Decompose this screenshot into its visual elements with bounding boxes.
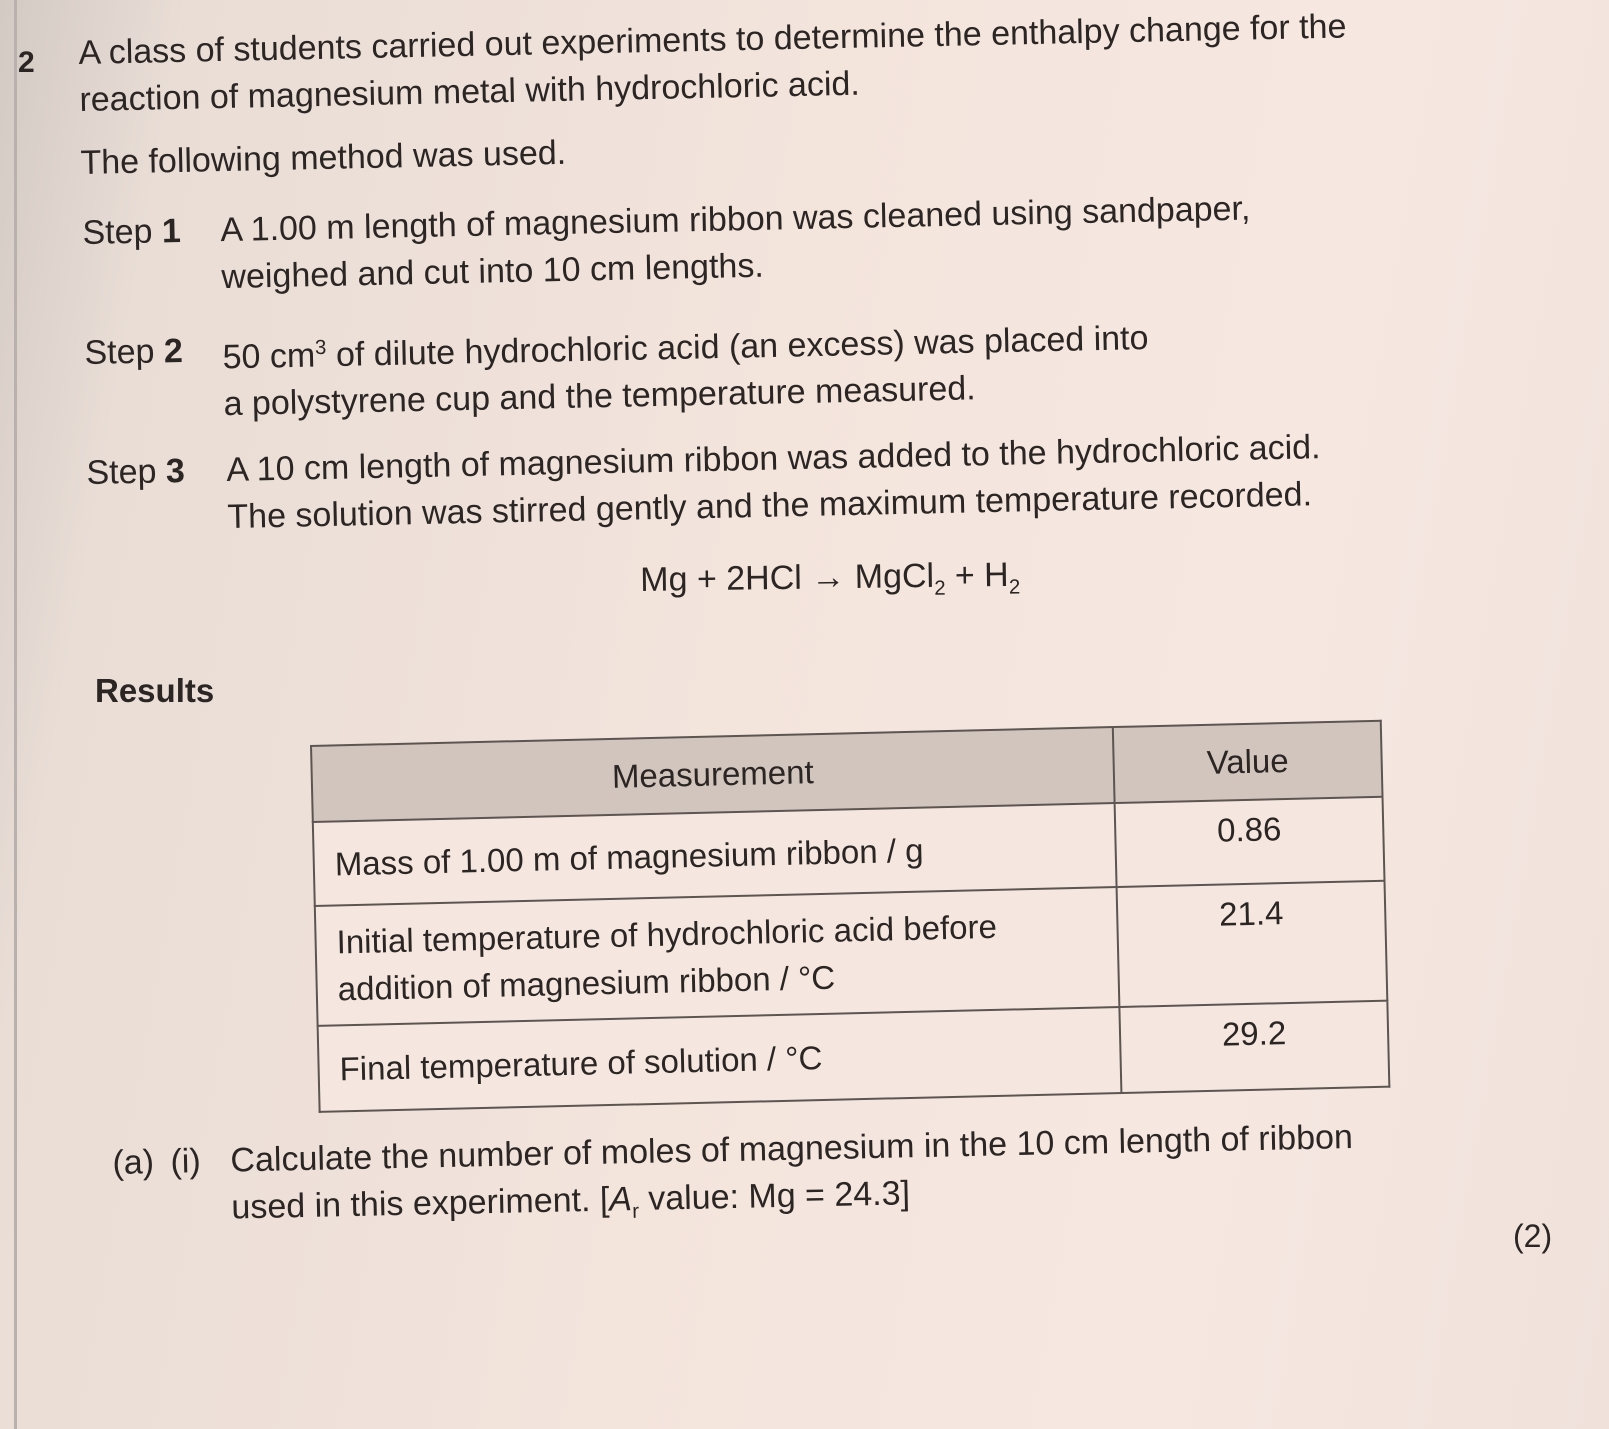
step-3-line-1: A 10 cm length of magnesium ribbon was added to the hydrochloric acid. — [226, 428, 1321, 490]
step-1-label — [82, 207, 223, 257]
step-2-label-word: Step — [84, 332, 155, 372]
equation-product-mgcl: MgCl — [854, 556, 935, 597]
equation-product-h: + H — [945, 555, 1009, 595]
step-1-line-1: A 1.00 m length of magnesium ribbon was cleaned using sandpaper, — [220, 189, 1251, 250]
step-1-label-number: 1 — [161, 211, 182, 251]
chemical-equation — [640, 555, 1021, 613]
part-a-line-2-start: used in this experiment. [ — [231, 1180, 610, 1227]
equation-reactants: Mg + 2HCl — [640, 558, 803, 599]
value-cell: 0.86 — [1115, 797, 1385, 887]
part-a-line-1: Calculate the number of moles of magnesium in the 10 cm length of ribbon — [230, 1118, 1354, 1180]
measurement-text: Final temperature of solution / °C — [339, 1038, 823, 1087]
step-1-text — [220, 186, 1252, 302]
equation-product-mgcl-subscript: 2 — [934, 577, 946, 600]
step-2-label-number: 2 — [163, 331, 184, 371]
step-3-line-2: The solution was stirred gently and the maximum temperature recorded. — [227, 475, 1313, 537]
relative-atomic-mass-subscript: r — [632, 1200, 640, 1223]
step-3-label-word: Step — [86, 452, 157, 492]
sub-part-label: (i) — [170, 1142, 202, 1181]
part-a-text — [230, 1114, 1355, 1244]
step-2-line-2: a polystyrene cup and the temperature measured. — [223, 369, 977, 424]
column-header-measurement: Measurement — [311, 727, 1115, 822]
step-1-label-word: Step — [82, 212, 153, 252]
step-3-label-number: 3 — [165, 451, 186, 491]
intro-line-1: A class of students carried out experiments to determine the enthalpy change for the — [78, 7, 1347, 72]
relative-atomic-mass-symbol: A — [608, 1180, 633, 1219]
method-intro: The following method was used. — [80, 133, 567, 182]
value-cell: 21.4 — [1117, 881, 1388, 1007]
step-2-line-1-rest: of dilute hydrochloric acid (an excess) was placed into — [326, 319, 1149, 375]
page-margin-line — [14, 0, 17, 1429]
step-2-label — [84, 327, 225, 377]
measurement-cell — [318, 1007, 1122, 1112]
value-cell: 29.2 — [1119, 1001, 1389, 1093]
measurement-text: Mass of 1.00 m of magnesium ribbon / g — [334, 831, 924, 882]
step-2-volume-exponent: 3 — [314, 336, 327, 360]
step-3-label — [86, 447, 227, 497]
step-2-text — [222, 308, 1150, 429]
step-3-text — [226, 424, 1322, 541]
step-1-line-2: weighed and cut into 10 cm lengths. — [221, 246, 765, 297]
results-table-wrapper — [310, 720, 1390, 1113]
equation-product-h-subscript: 2 — [1008, 576, 1021, 599]
column-header-value: Value — [1113, 721, 1383, 803]
results-heading: Results — [95, 672, 215, 709]
question-intro — [78, 0, 1500, 124]
measurement-text: Initial temperature of hydrochloric acid before — [336, 907, 998, 961]
part-label: (a) — [112, 1143, 155, 1182]
measurement-text-line-2: addition of magnesium ribbon / °C — [337, 958, 836, 1008]
part-a-line-2-end: value: Mg = 24.3] — [638, 1174, 911, 1218]
marks-allocation: (2) — [1513, 1218, 1553, 1254]
question-number: 2 — [18, 46, 35, 79]
step-2-volume: 50 cm — [222, 336, 316, 377]
results-table — [310, 720, 1390, 1113]
reaction-arrow: → — [811, 558, 846, 597]
intro-line-2: reaction of magnesium metal with hydrochloric acid. — [79, 64, 861, 119]
measurement-cell — [315, 887, 1120, 1026]
